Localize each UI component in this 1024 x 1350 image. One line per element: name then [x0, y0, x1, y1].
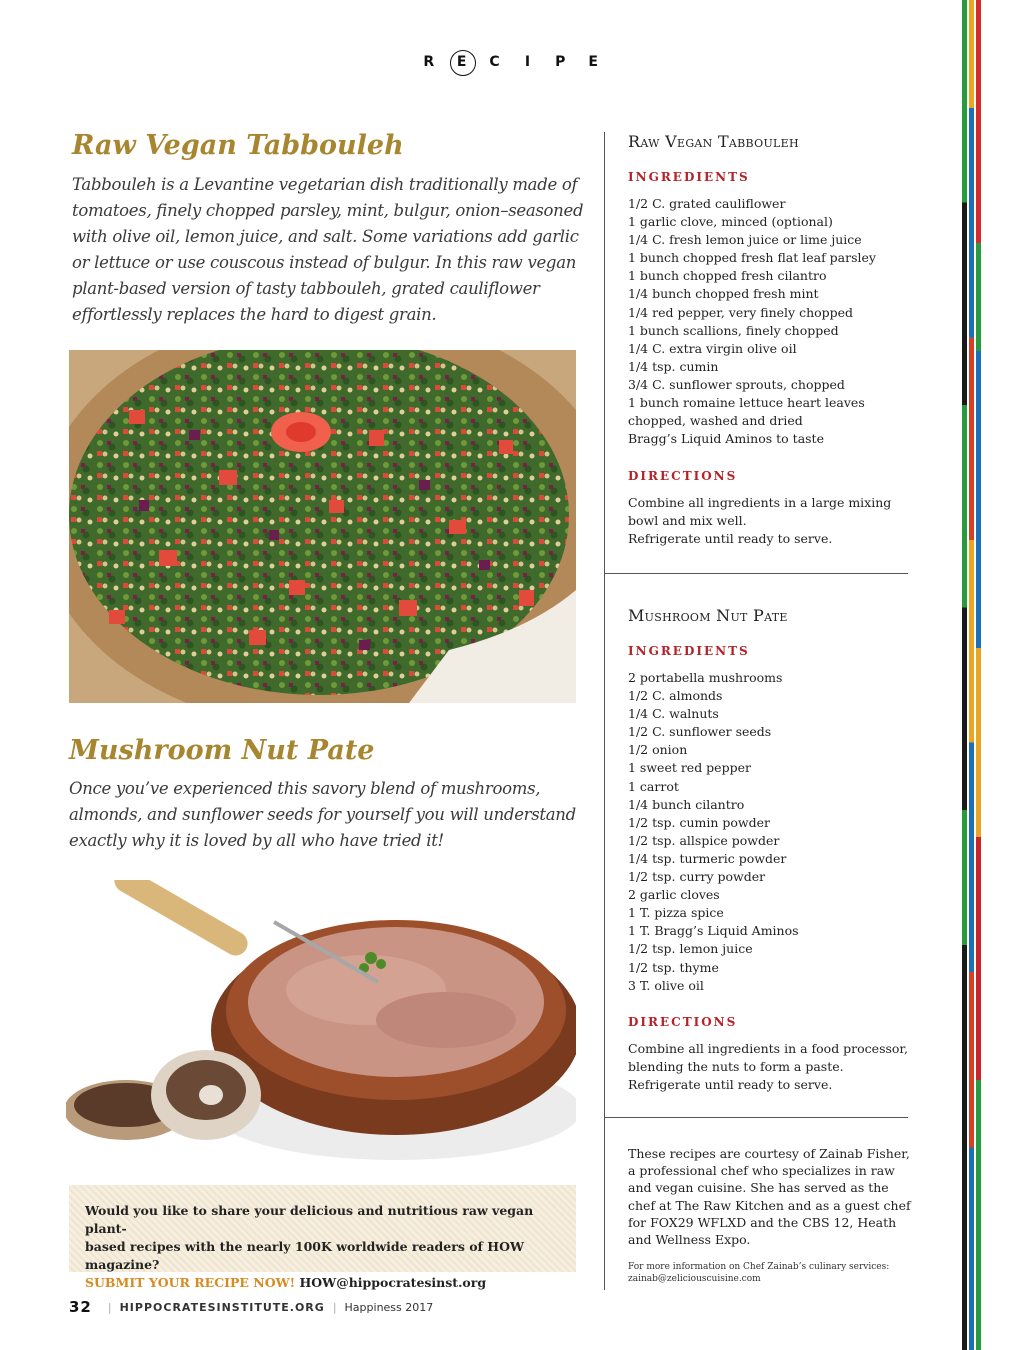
- column-divider: [604, 1117, 605, 1290]
- ingredient-item: 1 bunch chopped fresh flat leaf parsley: [628, 250, 876, 266]
- direction-line: Refrigerate until ready to serve.: [628, 1077, 833, 1092]
- section-divider: [604, 573, 908, 574]
- ingredient-item: 1/4 C. extra virgin olive oil: [628, 340, 797, 356]
- pate-title: Mushroom Nut Pate: [69, 735, 375, 766]
- ingredient-item: 1/2 tsp. lemon juice: [628, 941, 753, 957]
- ingredient-item: 3 T. olive oil: [628, 977, 704, 993]
- ingredient-item: 1 carrot: [628, 778, 679, 794]
- footer-separator: |: [107, 1300, 112, 1314]
- footer-site-link[interactable]: HIPPOCRATESINSTITUTE.ORG: [119, 1300, 325, 1314]
- pate-photo: [66, 880, 576, 1180]
- chef-credit: These recipes are courtesy of Zainab Fisher, a professional chef who specializes in raw and vegan cuisine. She has served as the chef at The Raw Kitchen and as a guest chef for FOX29 WFLXD and the CBS 12, Heath and Wellness Expo.: [628, 1146, 911, 1248]
- ingredient-item: 1/2 C. grated cauliflower: [628, 196, 786, 211]
- masthead-letter: R: [423, 54, 437, 70]
- submit-line-2: based recipes with the nearly 100K worldwide readers of HOW magazine?: [85, 1239, 525, 1272]
- edge-stripes: [962, 0, 984, 1350]
- submit-cta-link[interactable]: SUBMIT YOUR RECIPE NOW!: [85, 1275, 296, 1290]
- ingredient-item: 1 bunch scallions, finely chopped: [628, 322, 839, 338]
- ingredient-item: chopped, washed and dried: [628, 413, 803, 429]
- footer-separator: |: [332, 1300, 337, 1314]
- tabbouleh-directions: [628, 494, 918, 548]
- ingredient-item: 1 sweet red pepper: [628, 760, 751, 776]
- pate-image: [66, 880, 576, 1180]
- ingredient-item: 1/2 tsp. curry powder: [628, 869, 766, 885]
- ingredient-item: 1 T. pizza spice: [628, 905, 724, 921]
- direction-line: bowl and mix well.: [628, 513, 747, 528]
- tabbouleh-recipe-title: Raw Vegan Tabbouleh: [628, 132, 799, 151]
- ingredient-item: 1/4 bunch cilantro: [628, 796, 745, 812]
- masthead: [0, 50, 1024, 76]
- tabbouleh-title: Raw Vegan Tabbouleh: [72, 130, 404, 161]
- pate-directions-heading: DIRECTIONS: [628, 1015, 738, 1029]
- chef-contact: [628, 1261, 913, 1285]
- ingredient-item: 1/4 tsp. turmeric powder: [628, 850, 787, 866]
- direction-line: blending the nuts to form a paste.: [628, 1059, 844, 1074]
- stripe: [976, 0, 981, 1350]
- submit-line-1: Would you like to share your delicious and nutritious raw vegan plant-: [85, 1203, 534, 1236]
- footer-issue: Happiness 2017: [344, 1300, 434, 1314]
- masthead-letter: C: [489, 54, 502, 70]
- ingredient-item: 1/2 onion: [628, 742, 688, 758]
- ingredient-item: 1/4 bunch chopped fresh mint: [628, 286, 819, 302]
- masthead-letter: E: [588, 54, 600, 70]
- chef-contact-email[interactable]: zainab@zeliciouscuisine.com: [628, 1274, 761, 1284]
- pate-recipe-title: Mushroom Nut Pate: [628, 606, 788, 625]
- masthead-letter-circled: E: [450, 50, 476, 76]
- stripe: [969, 0, 974, 1350]
- ingredient-item: 1 bunch romaine lettuce heart leaves: [628, 395, 865, 411]
- tabbouleh-photo: [69, 350, 576, 703]
- ingredient-item: 1/4 tsp. cumin: [628, 358, 719, 374]
- ingredient-item: 1/4 C. walnuts: [628, 706, 719, 722]
- pate-ingredients-heading: INGREDIENTS: [628, 644, 750, 658]
- tabbouleh-intro: Tabbouleh is a Levantine vegetarian dish traditionally made of tomatoes, finely chopped parsley, mint, bulgur, onion–seasoned with olive oil, lemon juice, and salt. Some variations add garlic or lettuce or use couscous instead of bulgur. In this raw vegan plant-based version of tasty tabbouleh, grated cauliflower effortlessly replaces the hard to digest grain.: [72, 175, 584, 324]
- ingredient-item: 1/2 tsp. allspice powder: [628, 832, 780, 848]
- ingredient-item: 1/2 C. almonds: [628, 688, 723, 704]
- pate-directions: [628, 1040, 918, 1094]
- chef-contact-line: For more information on Chef Zainab’s culinary services:: [628, 1262, 890, 1272]
- ingredient-item: 1/4 C. fresh lemon juice or lime juice: [628, 232, 862, 248]
- ingredient-item: 1 bunch chopped fresh cilantro: [628, 268, 827, 284]
- tabbouleh-ingredient-list: [628, 195, 876, 448]
- page-footer: [69, 1298, 433, 1316]
- ingredient-item: 2 garlic cloves: [628, 887, 720, 903]
- ingredient-item: 1/4 red pepper, very finely chopped: [628, 304, 854, 320]
- masthead-letter: I: [524, 54, 533, 70]
- ingredient-item: 1 T. Bragg’s Liquid Aminos: [628, 923, 799, 939]
- masthead-letter: P: [555, 54, 568, 70]
- submit-cta-line: [85, 1274, 560, 1292]
- direction-line: Refrigerate until ready to serve.: [628, 531, 833, 546]
- ingredient-item: 1/2 tsp. cumin powder: [628, 814, 771, 830]
- stripe: [962, 0, 967, 1350]
- ingredient-item: 1/2 tsp. thyme: [628, 959, 719, 975]
- direction-line: Combine all ingredients in a large mixing: [628, 495, 892, 510]
- tabbouleh-image: [69, 350, 576, 703]
- ingredient-item: 1/2 C. sunflower seeds: [628, 724, 772, 740]
- pate-ingredient-list: [628, 669, 799, 995]
- ingredient-item: 2 portabella mushrooms: [628, 670, 783, 685]
- section-divider: [604, 1117, 908, 1118]
- submit-recipe-box: [69, 1185, 576, 1290]
- column-divider: [604, 132, 605, 574]
- ingredient-item: Bragg’s Liquid Aminos to taste: [628, 431, 824, 447]
- tabbouleh-directions-heading: DIRECTIONS: [628, 469, 738, 483]
- column-divider: [604, 573, 605, 1118]
- submit-email-link[interactable]: HOW@hippocratesinst.org: [299, 1275, 487, 1290]
- page-number: 32: [69, 1298, 92, 1316]
- direction-line: Combine all ingredients in a food processor,: [628, 1041, 908, 1056]
- tabbouleh-ingredients-heading: INGREDIENTS: [628, 170, 750, 184]
- ingredient-item: 3/4 C. sunflower sprouts, chopped: [628, 376, 845, 392]
- ingredient-item: 1 garlic clove, minced (optional): [628, 214, 833, 230]
- pate-intro: Once you’ve experienced this savory blend of mushrooms, almonds, and sunflower seeds for yourself you will understand exactly why it is loved by all who have tried it!: [69, 779, 576, 850]
